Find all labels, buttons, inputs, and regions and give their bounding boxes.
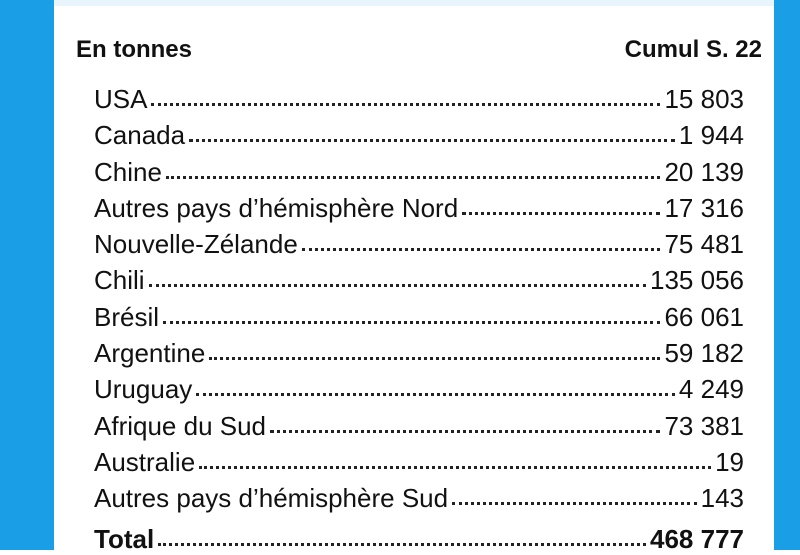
period-label: Cumul S. 22	[624, 36, 762, 63]
tonnage-value: 75 481	[664, 229, 744, 260]
total-label: Total	[94, 524, 155, 554]
right-frame-border	[774, 0, 800, 550]
table-row	[94, 409, 744, 445]
table-header	[76, 32, 762, 68]
dot-leader	[151, 82, 660, 108]
tonnage-value: 143	[700, 483, 744, 514]
table-row	[94, 481, 744, 517]
left-frame-border	[0, 0, 54, 550]
dot-leader	[199, 445, 711, 471]
tonnage-value: 15 803	[664, 84, 744, 114]
table-row	[94, 191, 744, 227]
dot-leader	[189, 118, 675, 144]
country-label: Canada	[94, 120, 186, 151]
panel-top-edge	[54, 0, 774, 6]
country-label: Australie	[94, 446, 196, 477]
tonnage-value: 17 316	[664, 192, 744, 223]
country-label: Nouvelle-Zélande	[94, 229, 298, 260]
dot-leader	[462, 191, 660, 217]
country-label: Brésil	[94, 301, 160, 332]
tonnage-value: 19	[715, 446, 744, 477]
dot-leader	[196, 372, 675, 398]
country-label: Autres pays d’hémisphère Sud	[94, 483, 449, 514]
table-row	[94, 300, 744, 336]
dot-leader	[163, 300, 660, 326]
tonnage-value: 1 944	[678, 120, 744, 151]
dot-leader	[270, 409, 660, 435]
table-row	[94, 82, 744, 118]
country-label: Uruguay	[94, 374, 193, 405]
dot-leader	[149, 263, 646, 289]
tonnage-value: 4 249	[678, 374, 744, 405]
tonnage-value: 135 056	[650, 265, 744, 296]
unit-label: En tonnes	[76, 36, 193, 63]
table-row	[94, 336, 744, 372]
table-row	[94, 263, 744, 299]
dot-leader	[302, 227, 661, 253]
table-row	[94, 445, 744, 481]
total-row	[94, 522, 744, 555]
country-label: Chili	[94, 265, 145, 296]
country-label: Chine	[94, 156, 162, 187]
dot-leader	[158, 522, 646, 548]
dot-leader	[209, 336, 660, 362]
country-list	[94, 82, 744, 518]
tonnage-value: 59 182	[664, 338, 744, 369]
tonnage-value: 73 381	[664, 410, 744, 441]
table-row	[94, 227, 744, 263]
country-label: Argentine	[94, 338, 206, 369]
country-label: Autres pays d’hémisphère Nord	[94, 192, 459, 223]
table-row	[94, 155, 744, 191]
tonnage-value: 66 061	[664, 301, 744, 332]
country-label: USA	[94, 84, 148, 114]
table-row	[94, 118, 744, 154]
dot-leader	[452, 481, 697, 507]
dot-leader	[166, 155, 661, 181]
total-value: 468 777	[650, 524, 744, 554]
table-panel	[54, 0, 774, 554]
table-row	[94, 372, 744, 408]
tonnage-value: 20 139	[664, 156, 744, 187]
country-label: Afrique du Sud	[94, 410, 267, 441]
